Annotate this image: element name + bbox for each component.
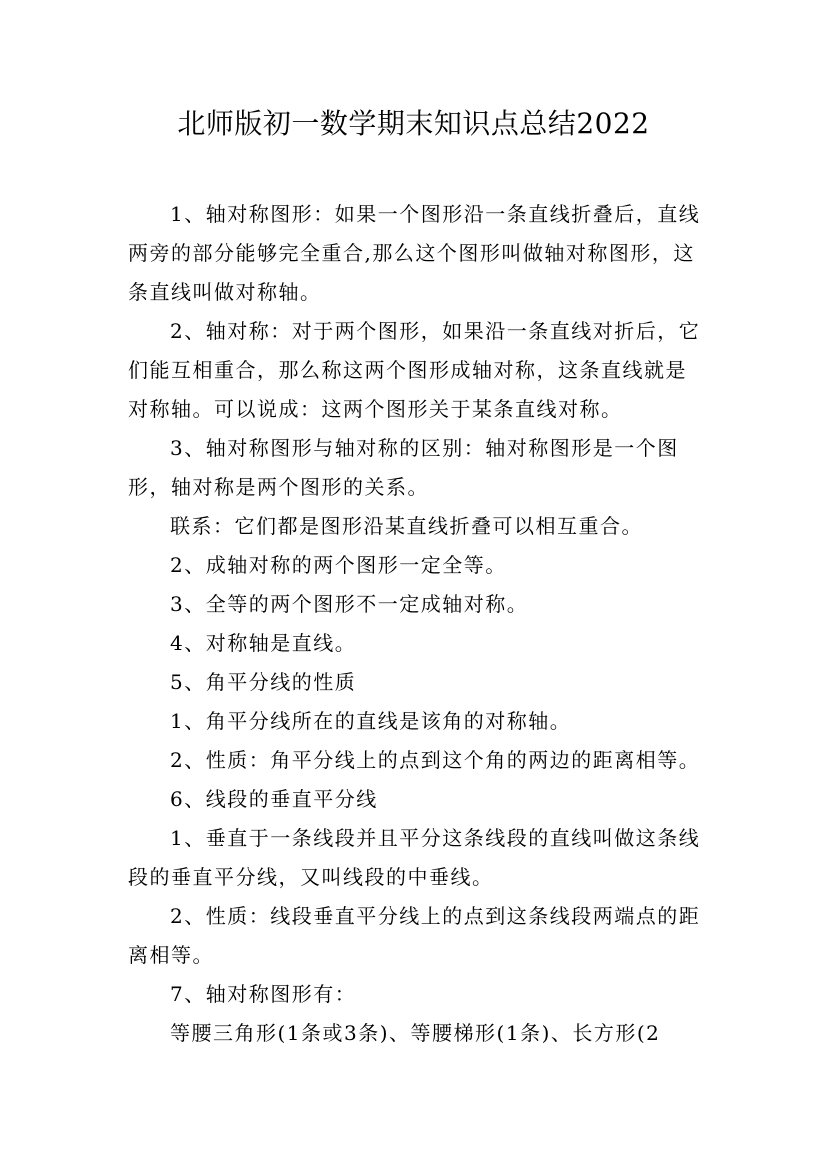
paragraph-congruent-1: 2、成轴对称的两个图形一定全等。 xyxy=(170,553,507,577)
paragraph-axis-symmetric-figure: 1、轴对称图形：如果一个图形沿一条直线折叠后，直线两旁的部分能够完全重合,那么这个图形叫做轴对称图形，这条直线叫做对称轴。 xyxy=(128,202,701,304)
paragraph-perpendicular-bisector-2: 2、性质：线段垂直平分线上的点到这条线段两端点的距离相等。 xyxy=(128,904,701,967)
document-body xyxy=(128,195,708,1053)
paragraph-difference: 3、轴对称图形与轴对称的区别：轴对称图形是一个图形，轴对称是两个图形的关系。 xyxy=(128,436,679,499)
paragraph-axis-is-line: 4、对称轴是直线。 xyxy=(170,631,357,655)
paragraph-symmetric-figures-list: 等腰三角形(1条或3条)、等腰梯形(1条)、长方形(2 xyxy=(170,1021,661,1045)
heading-symmetric-figures: 7、轴对称图形有： xyxy=(170,982,357,1006)
paragraph-perpendicular-bisector-1: 1、垂直于一条线段并且平分这条线段的直线叫做这条线段的垂直平分线，又叫线段的中垂线。 xyxy=(128,826,701,889)
paragraph-angle-bisector-1: 1、角平分线所在的直线是该角的对称轴。 xyxy=(170,709,572,733)
paragraph-axis-symmetry: 2、轴对称：对于两个图形，如果沿一条直线对折后，它们能互相重合，那么称这两个图形成轴对称，这条直线就是对称轴。可以说成：这两个图形关于某条直线对称。 xyxy=(128,319,701,421)
heading-perpendicular-bisector: 6、线段的垂直平分线 xyxy=(170,787,378,811)
paragraph-connection: 联系：它们都是图形沿某直线折叠可以相互重合。 xyxy=(170,514,643,538)
heading-angle-bisector: 5、角平分线的性质 xyxy=(170,670,357,694)
paragraph-angle-bisector-2: 2、性质：角平分线上的点到这个角的两边的距离相等。 xyxy=(170,748,701,772)
paragraph-congruent-2: 3、全等的两个图形不一定成轴对称。 xyxy=(170,592,529,616)
document-title: 北师版初一数学期末知识点总结2022 xyxy=(177,107,650,140)
